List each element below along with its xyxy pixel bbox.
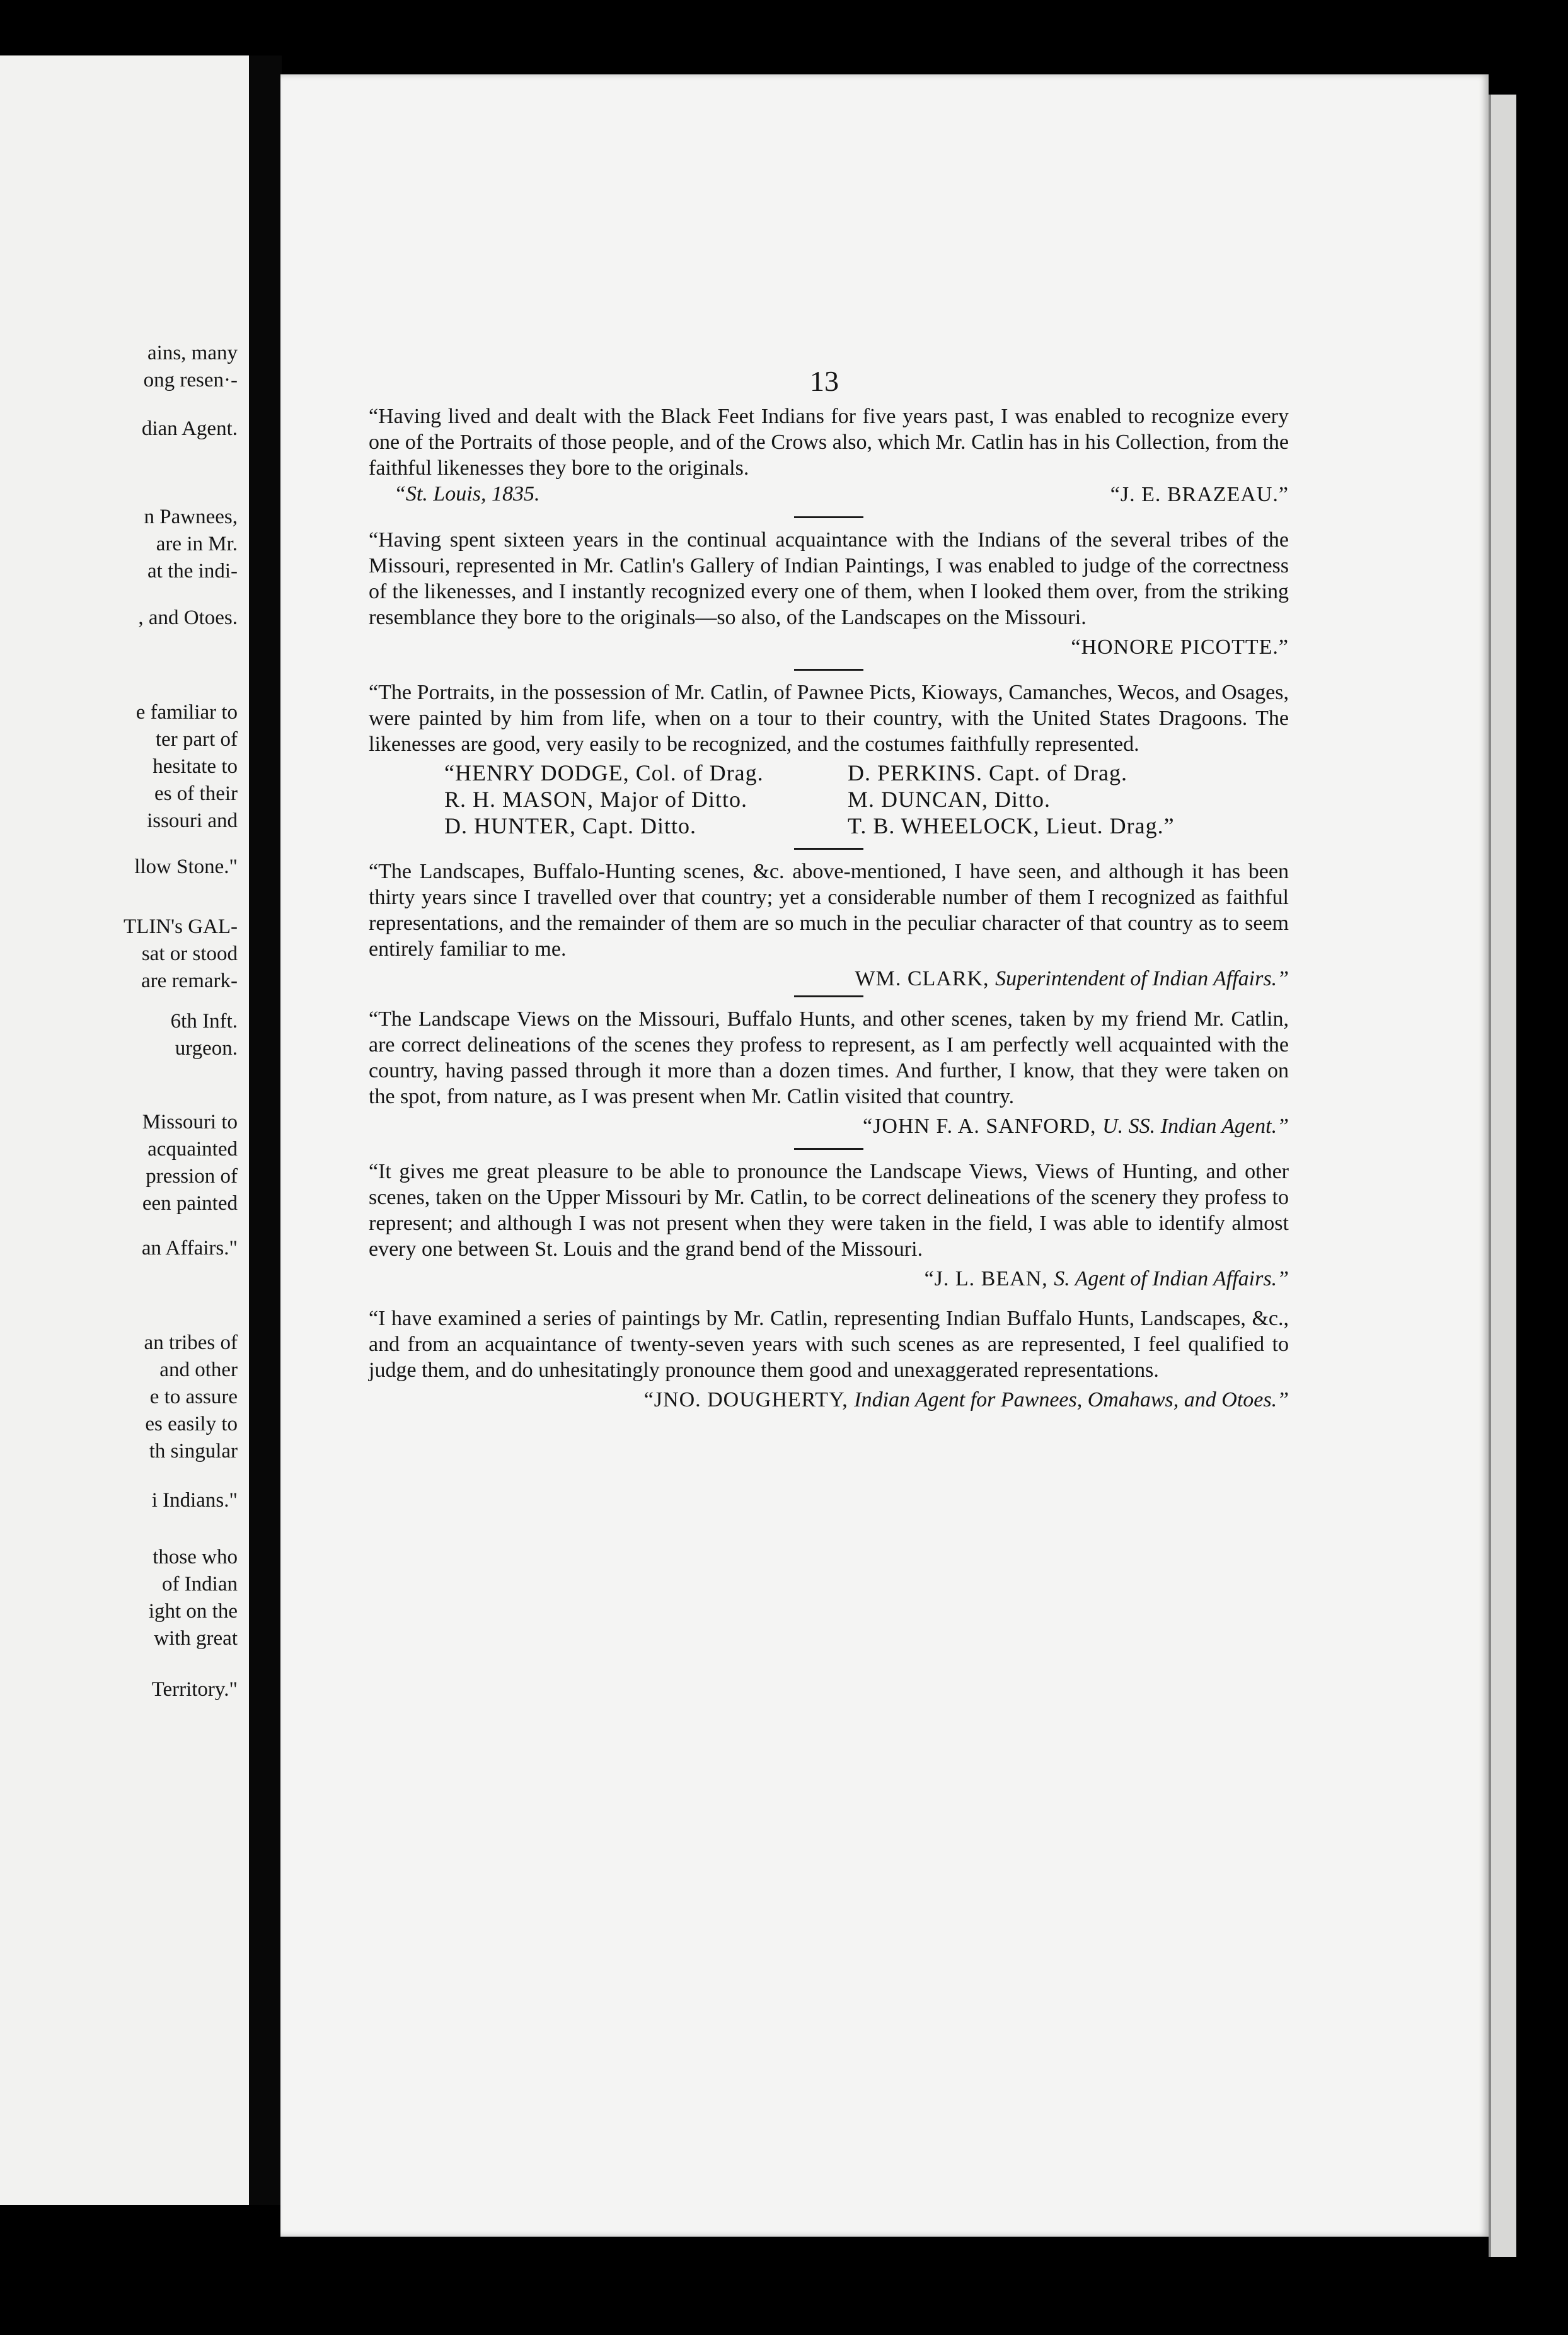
facing-page-line: es easily to — [145, 1413, 238, 1435]
clark-testimonial: “The Landscapes, Buffalo-Hunting scenes, &c. above-mentioned, I have seen, and although it has been thirty years since I travelled over that country; yet a considerable number of them I recognized as faithful representations, and the remainder of them are so much in the peculiar character of that country as to seem entirely familiar to me. — [369, 860, 1289, 961]
facing-page-line: and other — [159, 1359, 238, 1381]
facing-page-line: are remark- — [141, 970, 238, 992]
facing-page-line: ight on the — [148, 1600, 238, 1623]
facing-page-line: of Indian — [161, 1573, 238, 1596]
signer: R. H. MASON, Major of Ditto. — [444, 787, 748, 812]
signer: M. DUNCAN, Ditto. — [848, 787, 1051, 812]
facing-page-line: e to assure — [149, 1386, 238, 1408]
dougherty-testimonial: “I have examined a series of paintings by Mr. Catlin, representing Indian Buffalo Hunts, Landscapes, &c., and from an acquaintance of twenty-seven years with such scenes as are represented, I feel qualified to judge them, and do unhesitatingly pronounce them good and unexaggerated representations. — [369, 1307, 1289, 1382]
facing-page-line: an Affairs." — [141, 1237, 238, 1260]
facing-page-line: i Indians." — [151, 1489, 238, 1512]
facing-page-line: are in Mr. — [156, 533, 238, 555]
dodge-testimonial: “The Portraits, in the possession of Mr. Catlin, of Pawnee Picts, Kioways, Camanches, Wecos, and Osages, were painted by him from life, when on a tour to their country, with the United States Dragoons. The likenesses are good, very easily to be recognized, and the costumes faithfully represented. — [369, 681, 1289, 756]
clark-signature: WM. CLARK, Superintendent of Indian Affairs.” — [855, 967, 1289, 990]
facing-page-line: een painted — [142, 1192, 238, 1215]
section-divider — [794, 1148, 863, 1150]
facing-page-line: , and Otoes. — [138, 606, 238, 629]
facing-page-line: e familiar to — [135, 701, 238, 724]
facing-page-line: with great — [154, 1627, 238, 1650]
brazeau-place-date: “St. Louis, 1835. — [394, 482, 540, 506]
page-edge — [1489, 95, 1516, 2257]
facing-page-line: n Pawnees, — [144, 506, 238, 528]
facing-page-line: dian Agent. — [141, 417, 238, 440]
sanford-signature: “JOHN F. A. SANFORD, U. SS. Indian Agent.” — [863, 1115, 1289, 1138]
facing-page-line: 6th Inft. — [170, 1010, 238, 1033]
sanford-testimonial: “The Landscape Views on the Missouri, Buffalo Hunts, and other scenes, taken by my friend Mr. Catlin, are correct delineations of the scenes they profess to represent, as I am perfectly well acquainted with the country, having passed through it more than a dozen times. And further, I know, that they were taken on the spot, from nature, as I was present when Mr. Catlin visited that country. — [369, 1007, 1289, 1108]
signer: D. HUNTER, Capt. Ditto. — [444, 813, 696, 838]
section-divider — [794, 669, 863, 671]
facing-page-line: llow Stone." — [134, 855, 238, 878]
facing-page-line: Territory." — [151, 1678, 238, 1701]
facing-page-line: ter part of — [155, 728, 238, 751]
facing-page-line: at the indi- — [147, 560, 238, 582]
facing-page-line: sat or stood — [141, 942, 238, 965]
facing-page-line: Missouri to — [142, 1111, 238, 1133]
bean-testimonial: “It gives me great pleasure to be able to pronounce the Landscape Views, Views of Hunting, and other scenes, taken on the Upper Missouri by Mr. Catlin, to be correct delineations of the scenery they profess to represent; and although I was not present when they were taken in the field, I was able to identify almost every one between St. Louis and the grand bend of the Missouri. — [369, 1160, 1289, 1261]
facing-page-line: pression of — [146, 1165, 238, 1188]
facing-page-line: issouri and — [147, 809, 238, 832]
facing-page-line: th singular — [149, 1440, 238, 1463]
dragoon-signatures — [444, 760, 1289, 839]
picotte-signature: “HONORE PICOTTE.” — [1071, 635, 1289, 659]
section-divider — [794, 848, 863, 850]
facing-page-line: urgeon. — [175, 1037, 238, 1060]
section-divider — [794, 995, 863, 997]
facing-page-line: hesitate to — [153, 755, 238, 778]
dougherty-signature: “JNO. DOUGHERTY, Indian Agent for Pawnees, Omahaws, and Otoes.” — [643, 1388, 1289, 1411]
bean-signature: “J. L. BEAN, S. Agent of Indian Affairs.” — [924, 1267, 1289, 1290]
facing-page-line: those who — [153, 1546, 238, 1568]
facing-page-line: an tribes of — [144, 1331, 238, 1354]
page-number: 13 — [810, 365, 839, 397]
section-divider — [794, 516, 863, 518]
facing-page-line: acquainted — [147, 1138, 238, 1161]
facing-page-line: ong resen·- — [143, 369, 238, 391]
facing-page-line: es of their — [154, 782, 238, 805]
signer: D. PERKINS. Capt. of Drag. — [848, 760, 1127, 785]
brazeau-signature: “J. E. BRAZEAU.” — [1110, 483, 1289, 506]
signer: “HENRY DODGE, Col. of Drag. — [444, 760, 764, 785]
brazeau-testimonial: “Having lived and dealt with the Black Feet Indians for five years past, I was enabled to recognize every one of the Portraits of those people, and of the Crows also, which Mr. Catlin has in his Collection, from the faithful likenesses they bore to the originals. — [369, 405, 1289, 480]
book-gutter — [249, 55, 282, 2205]
facing-page — [0, 55, 249, 2205]
facing-page-line: TLIN's GAL- — [124, 915, 238, 938]
signer: T. B. WHEELOCK, Lieut. Drag.” — [848, 813, 1175, 838]
facing-page-line: ains, many — [147, 342, 238, 364]
testimonials — [369, 403, 1289, 1413]
picotte-testimonial: “Having spent sixteen years in the continual acquaintance with the Indians of the several tribes of the Missouri, represented in Mr. Catlin's Gallery of Indian Paintings, I was enabled to judge of the correctness of the likenesses, and I instantly recognized every one of them, when I looked them over, from the striking resemblance they bore to the originals—so also, of the Landscapes on the Missouri. — [369, 528, 1289, 629]
